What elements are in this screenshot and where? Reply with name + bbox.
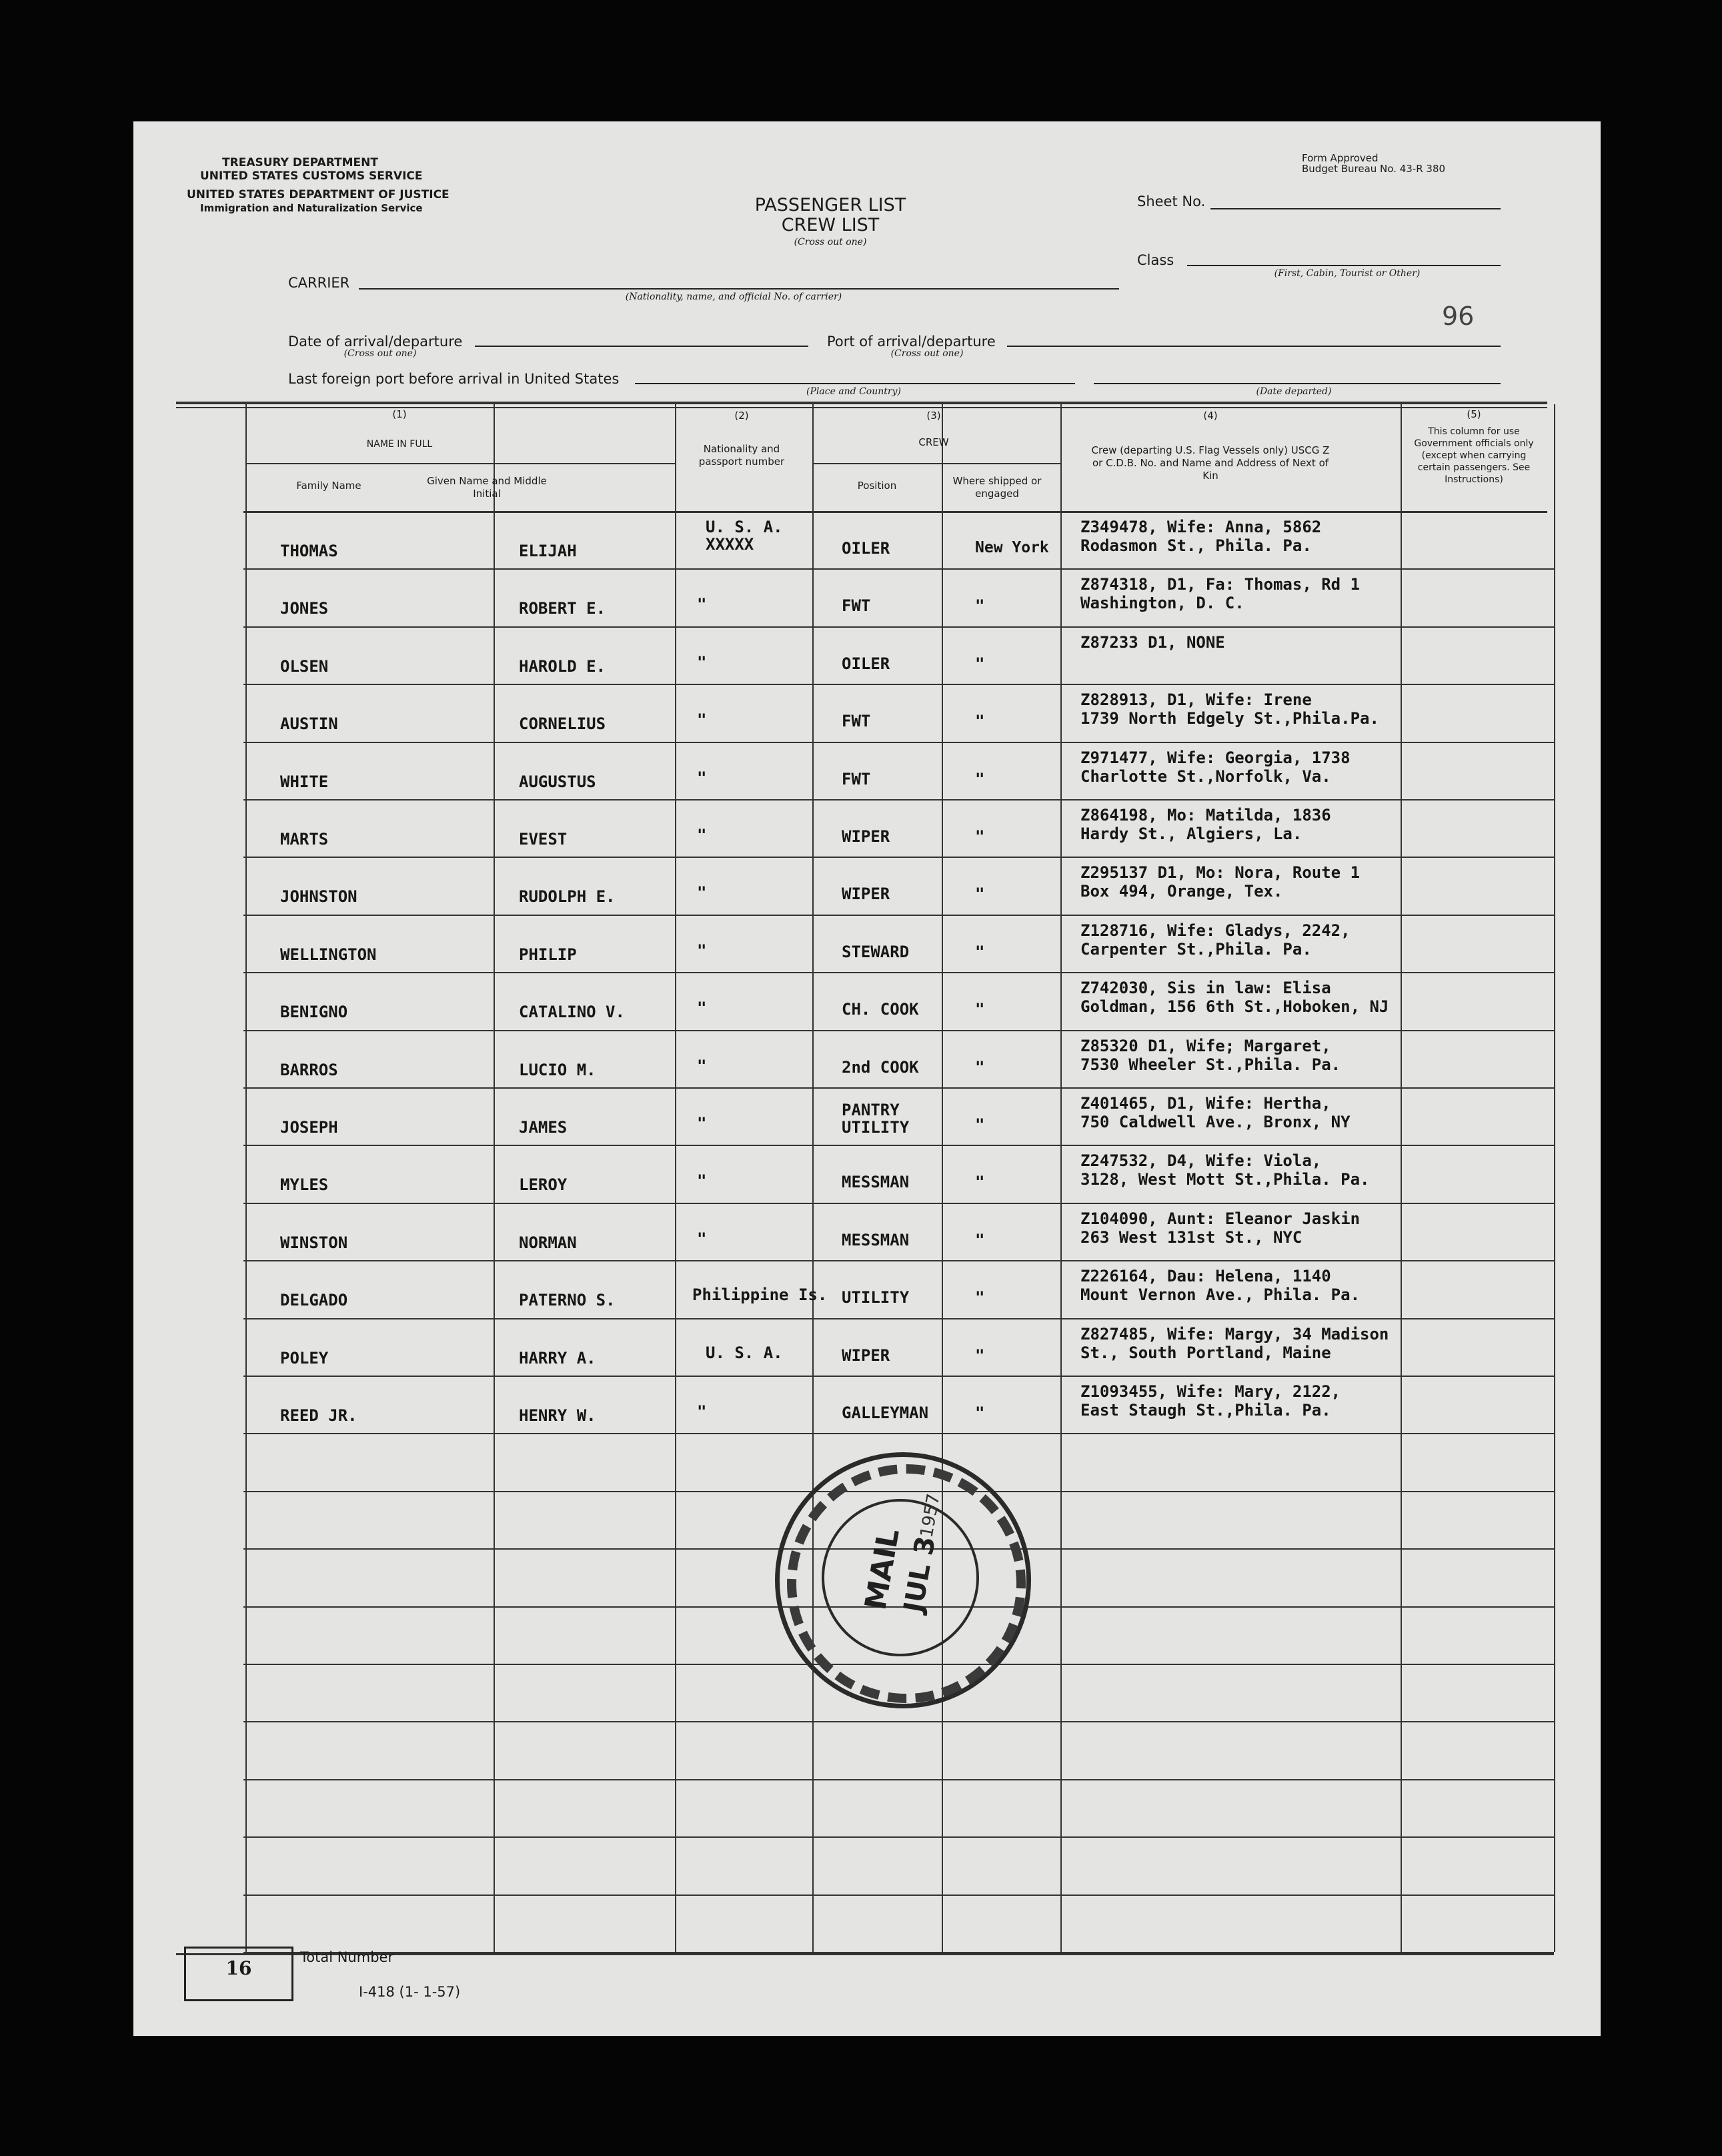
form-code: I-418 (1- 1-57): [359, 1984, 461, 2000]
kin-line-2: Hardy St., Algiers, La.: [1080, 825, 1303, 843]
kin-line-1: Z401465, D1, Wife: Hertha,: [1080, 1094, 1331, 1113]
table-vline: [1060, 404, 1062, 1952]
table-vline: [812, 404, 814, 1952]
kin-line-2: St., South Portland, Maine: [1080, 1343, 1331, 1362]
kin-line-1: Z971477, Wife: Georgia, 1738: [1080, 748, 1351, 767]
position: FWT: [842, 712, 871, 731]
family-name: BENIGNO: [280, 1003, 348, 1022]
nationality: ": [697, 1056, 707, 1075]
kin-line-2: 263 West 131st St., NYC: [1080, 1227, 1303, 1247]
family-name: JOSEPH: [280, 1118, 338, 1137]
col2-title: Nationality and passport number: [698, 443, 785, 468]
form-sheet: [133, 121, 1601, 2036]
shipped-at: ": [975, 596, 985, 616]
given-name: CORNELIUS: [519, 714, 606, 734]
shipped-at: ": [975, 827, 985, 846]
given-name: NORMAN: [519, 1233, 577, 1252]
shipped-at: ": [975, 654, 985, 673]
family-name: BARROS: [280, 1060, 338, 1079]
class-label: Class: [1137, 252, 1174, 268]
shipped-at: ": [975, 942, 985, 961]
title-note: (Cross out one): [794, 237, 867, 247]
title-passenger-list: PASSENGER LIST: [754, 195, 906, 215]
table-vline: [494, 404, 495, 1952]
table-hline: [243, 1779, 1554, 1780]
table-hline: [243, 1433, 1554, 1434]
position: STEWARD: [842, 942, 910, 961]
given-name: HARRY A.: [519, 1348, 596, 1368]
port-label: Port of arrival/departure: [827, 334, 996, 350]
shipped-at: ": [975, 1057, 985, 1077]
col1a-header: Family Name: [296, 480, 361, 492]
family-name: WINSTON: [280, 1233, 348, 1252]
kin-line-1: Z87233 D1, NONE: [1080, 632, 1225, 652]
family-name: JOHNSTON: [280, 887, 357, 907]
last-port-label: Last foreign port before arrival in United States: [288, 371, 620, 387]
family-name: MARTS: [280, 830, 329, 849]
shipped-at: ": [975, 1000, 985, 1019]
table-hline: [243, 742, 1554, 743]
given-name: JAMES: [519, 1118, 568, 1137]
table-hline: [243, 1030, 1554, 1031]
table-hline: [243, 684, 1554, 685]
table-hline: [243, 1145, 1554, 1146]
total-number-value: 16: [225, 1957, 252, 1979]
date-departed-note: (Date departed): [1256, 386, 1332, 397]
position: OILER: [842, 654, 890, 673]
kin-line-2: East Staugh St.,Phila. Pa.: [1080, 1401, 1331, 1420]
shipped-at: ": [975, 1173, 985, 1192]
passport-number: XXXXX: [706, 535, 754, 554]
position: FWT: [842, 596, 871, 616]
agency-line-1: TREASURY DEPARTMENT: [222, 156, 378, 169]
given-name: RUDOLPH E.: [519, 887, 616, 907]
date-label: Date of arrival/departure: [288, 334, 463, 350]
table-hline: [243, 568, 1554, 570]
kin-line-1: Z85320 D1, Wife; Margaret,: [1080, 1036, 1331, 1055]
col1-number: (1): [392, 408, 407, 420]
nationality: ": [697, 710, 707, 730]
date-line: [475, 346, 808, 347]
nationality: Philippine Is.: [692, 1285, 828, 1305]
given-name: PATERNO S.: [519, 1291, 616, 1310]
family-name: JONES: [280, 599, 329, 618]
given-name: LEROY: [519, 1175, 568, 1195]
carrier-note: (Nationality, name, and official No. of carrier): [625, 292, 842, 302]
form-approved: Form Approved: [1302, 152, 1379, 164]
date-note: (Cross out one): [343, 348, 417, 359]
kin-line-1: Z295137 D1, Mo: Nora, Route 1: [1080, 863, 1361, 883]
table-hline: [243, 1318, 1554, 1319]
col3-number: (3): [926, 410, 941, 422]
family-name: OLSEN: [280, 656, 329, 676]
shipped-at: ": [975, 1230, 985, 1249]
shipped-at: ": [975, 712, 985, 731]
kin-line-1: Z874318, D1, Fa: Thomas, Rd 1: [1080, 575, 1361, 594]
class-note: (First, Cabin, Tourist or Other): [1274, 268, 1421, 279]
col5-title: This column for use Government officials only (except when carrying certain passengers. See Instructions): [1414, 426, 1534, 485]
kin-line-1: Z247532, D4, Wife: Viola,: [1080, 1151, 1322, 1171]
given-name: AUGUSTUS: [519, 772, 596, 791]
table-hline: [176, 402, 1547, 404]
class-line: [1187, 265, 1501, 266]
col4-title: Crew (departing U.S. Flag Vessels only) USCG Z or C.D.B. No. and Name and Address of Next of Kin: [1091, 444, 1330, 482]
table-hline: [243, 1895, 1554, 1896]
nationality: ": [697, 1114, 707, 1133]
shipped-at: ": [975, 1115, 985, 1134]
kin-line-1: Z226164, Dau: Helena, 1140: [1080, 1267, 1331, 1286]
nationality: ": [697, 768, 707, 787]
total-number-label: Total Number: [300, 1949, 394, 1965]
position-line-2: UTILITY: [842, 1118, 910, 1137]
family-name: WELLINGTON: [280, 945, 377, 964]
table-vline: [675, 404, 676, 1952]
carrier-label: CARRIER: [288, 275, 350, 291]
table-hline: [812, 463, 1060, 464]
shipped-at: ": [975, 769, 985, 788]
stamp-text-date: JUL 3: [898, 1534, 942, 1615]
given-name: ELIJAH: [519, 542, 577, 560]
kin-line-2: Carpenter St.,Phila. Pa.: [1080, 939, 1312, 959]
shipped-at: ": [975, 1288, 985, 1307]
shipped-at: New York: [975, 539, 1049, 556]
nationality: ": [697, 883, 707, 903]
carrier-line: [359, 288, 1119, 290]
nationality: ": [697, 595, 707, 614]
table-hline: [243, 511, 1547, 513]
position: MESSMAN: [842, 1173, 910, 1192]
shipped-at: ": [975, 1404, 985, 1422]
table-hline: [245, 463, 675, 464]
table-vline: [942, 404, 943, 1952]
shipped-at: ": [975, 1345, 985, 1365]
nationality: U. S. A.: [706, 1343, 783, 1362]
table-hline: [243, 1260, 1554, 1261]
date-departed-line: [1094, 383, 1501, 384]
table-hline: [243, 915, 1554, 916]
family-name: MYLES: [280, 1175, 329, 1195]
sheet-no-line: [1210, 208, 1501, 209]
family-name: THOMAS: [280, 542, 338, 560]
given-name: EVEST: [519, 830, 568, 849]
given-name: LUCIO M.: [519, 1060, 596, 1079]
given-name: CATALINO V.: [519, 1003, 625, 1022]
kin-line-2: 750 Caldwell Ave., Bronx, NY: [1080, 1113, 1351, 1131]
family-name: AUSTIN: [280, 714, 338, 734]
kin-line-2: Mount Vernon Ave., Phila. Pa.: [1080, 1285, 1361, 1305]
given-name: PHILIP: [519, 945, 577, 964]
given-name: HENRY W.: [519, 1406, 596, 1425]
nationality: ": [697, 1171, 707, 1191]
position: OILER: [842, 539, 890, 558]
kin-line-2: 1739 North Edgely St.,Phila.Pa.: [1080, 709, 1379, 728]
nationality: U. S. A.: [706, 518, 783, 536]
nationality: ": [697, 1402, 707, 1421]
position: FWT: [842, 769, 871, 788]
position: 2nd COOK: [842, 1057, 919, 1077]
stamp-text-year: 1957: [916, 1492, 944, 1540]
kin-line-2: Charlotte St.,Norfolk, Va.: [1080, 766, 1331, 786]
port-line: [1007, 346, 1501, 347]
table-hline: [243, 1721, 1554, 1722]
position: WIPER: [842, 885, 890, 904]
position: PANTRY: [842, 1101, 900, 1119]
nationality: ": [697, 652, 707, 672]
table-vline: [1401, 404, 1402, 1952]
family-name: WHITE: [280, 772, 329, 791]
nationality: ": [697, 1229, 707, 1248]
kin-line-1: Z1093455, Wife: Mary, 2122,: [1080, 1382, 1341, 1401]
postal-stamp: [775, 1452, 1027, 1704]
table-hline: [243, 1836, 1554, 1838]
position: GALLEYMAN: [842, 1404, 929, 1422]
table-hline: [243, 799, 1554, 800]
position: WIPER: [842, 1345, 890, 1365]
kin-line-1: Z742030, Sis in law: Elisa: [1080, 979, 1331, 998]
col1b-header: Given Name and Middle Initial: [427, 475, 547, 500]
stamp-text-mail: MAIL: [858, 1526, 906, 1613]
table-hline: [243, 972, 1554, 973]
nationality: ": [697, 999, 707, 1018]
budget-bureau: Budget Bureau No. 43-R 380: [1302, 163, 1446, 175]
kin-line-2: Goldman, 156 6th St.,Hoboken, NJ: [1080, 997, 1389, 1017]
position: CH. COOK: [842, 1000, 919, 1019]
table-hline: [243, 1376, 1554, 1377]
position: MESSMAN: [842, 1230, 910, 1249]
table-hline: [243, 1087, 1554, 1089]
kin-line-1: Z827485, Wife: Margy, 34 Madison: [1080, 1324, 1389, 1343]
agency-line-2: UNITED STATES CUSTOMS SERVICE: [200, 169, 423, 183]
kin-line-1: Z828913, D1, Wife: Irene: [1080, 690, 1312, 710]
position: UTILITY: [842, 1288, 910, 1307]
kin-line-1: Z104090, Aunt: Eleanor Jaskin: [1080, 1209, 1361, 1228]
given-name: HAROLD E.: [519, 656, 606, 676]
col4-number: (4): [1203, 410, 1218, 422]
table-hline: [243, 626, 1554, 628]
col3-title: CREW: [918, 436, 949, 448]
shipped-at: ": [975, 885, 985, 904]
kin-line-1: Z864198, Mo: Matilda, 1836: [1080, 806, 1331, 825]
col5-number: (5): [1467, 408, 1481, 420]
family-name: REED JR.: [280, 1406, 357, 1425]
title-crew-list: CREW LIST: [781, 215, 880, 235]
table-hline: [243, 857, 1554, 858]
port-note: (Cross out one): [890, 348, 964, 359]
kin-line-1: Z349478, Wife: Anna, 5862: [1080, 518, 1322, 536]
family-name: DELGADO: [280, 1291, 348, 1310]
col1-title: NAME IN FULL: [366, 439, 433, 450]
agency-line-3: UNITED STATES DEPARTMENT OF JUSTICE: [187, 188, 450, 201]
table-vline: [1554, 404, 1555, 1952]
kin-line-1: Z128716, Wife: Gladys, 2242,: [1080, 921, 1351, 940]
family-name: POLEY: [280, 1348, 329, 1368]
place-note: (Place and Country): [806, 386, 901, 397]
kin-line-2: 7530 Wheeler St.,Phila. Pa.: [1080, 1055, 1341, 1074]
kin-line-2: Box 494, Orange, Tex.: [1080, 882, 1283, 901]
kin-line-2: 3128, West Mott St.,Phila. Pa.: [1080, 1170, 1370, 1189]
given-name: ROBERT E.: [519, 599, 606, 618]
table-vline: [245, 404, 247, 1952]
agency-line-4: Immigration and Naturalization Service: [200, 202, 423, 214]
position: WIPER: [842, 827, 890, 846]
table-hline: [243, 1203, 1554, 1204]
page-number: 96: [1442, 302, 1475, 331]
kin-line-2: Washington, D. C.: [1080, 594, 1244, 613]
last-port-line: [635, 383, 1075, 384]
kin-line-2: Rodasmon St., Phila. Pa.: [1080, 536, 1312, 555]
col3a-header: Position: [857, 480, 897, 492]
col2-number: (2): [734, 410, 749, 422]
nationality: ": [697, 941, 707, 960]
sheet-no-label: Sheet No.: [1137, 193, 1206, 209]
nationality: ": [697, 826, 707, 845]
col3b-header: Where shipped or engaged: [952, 475, 1042, 500]
